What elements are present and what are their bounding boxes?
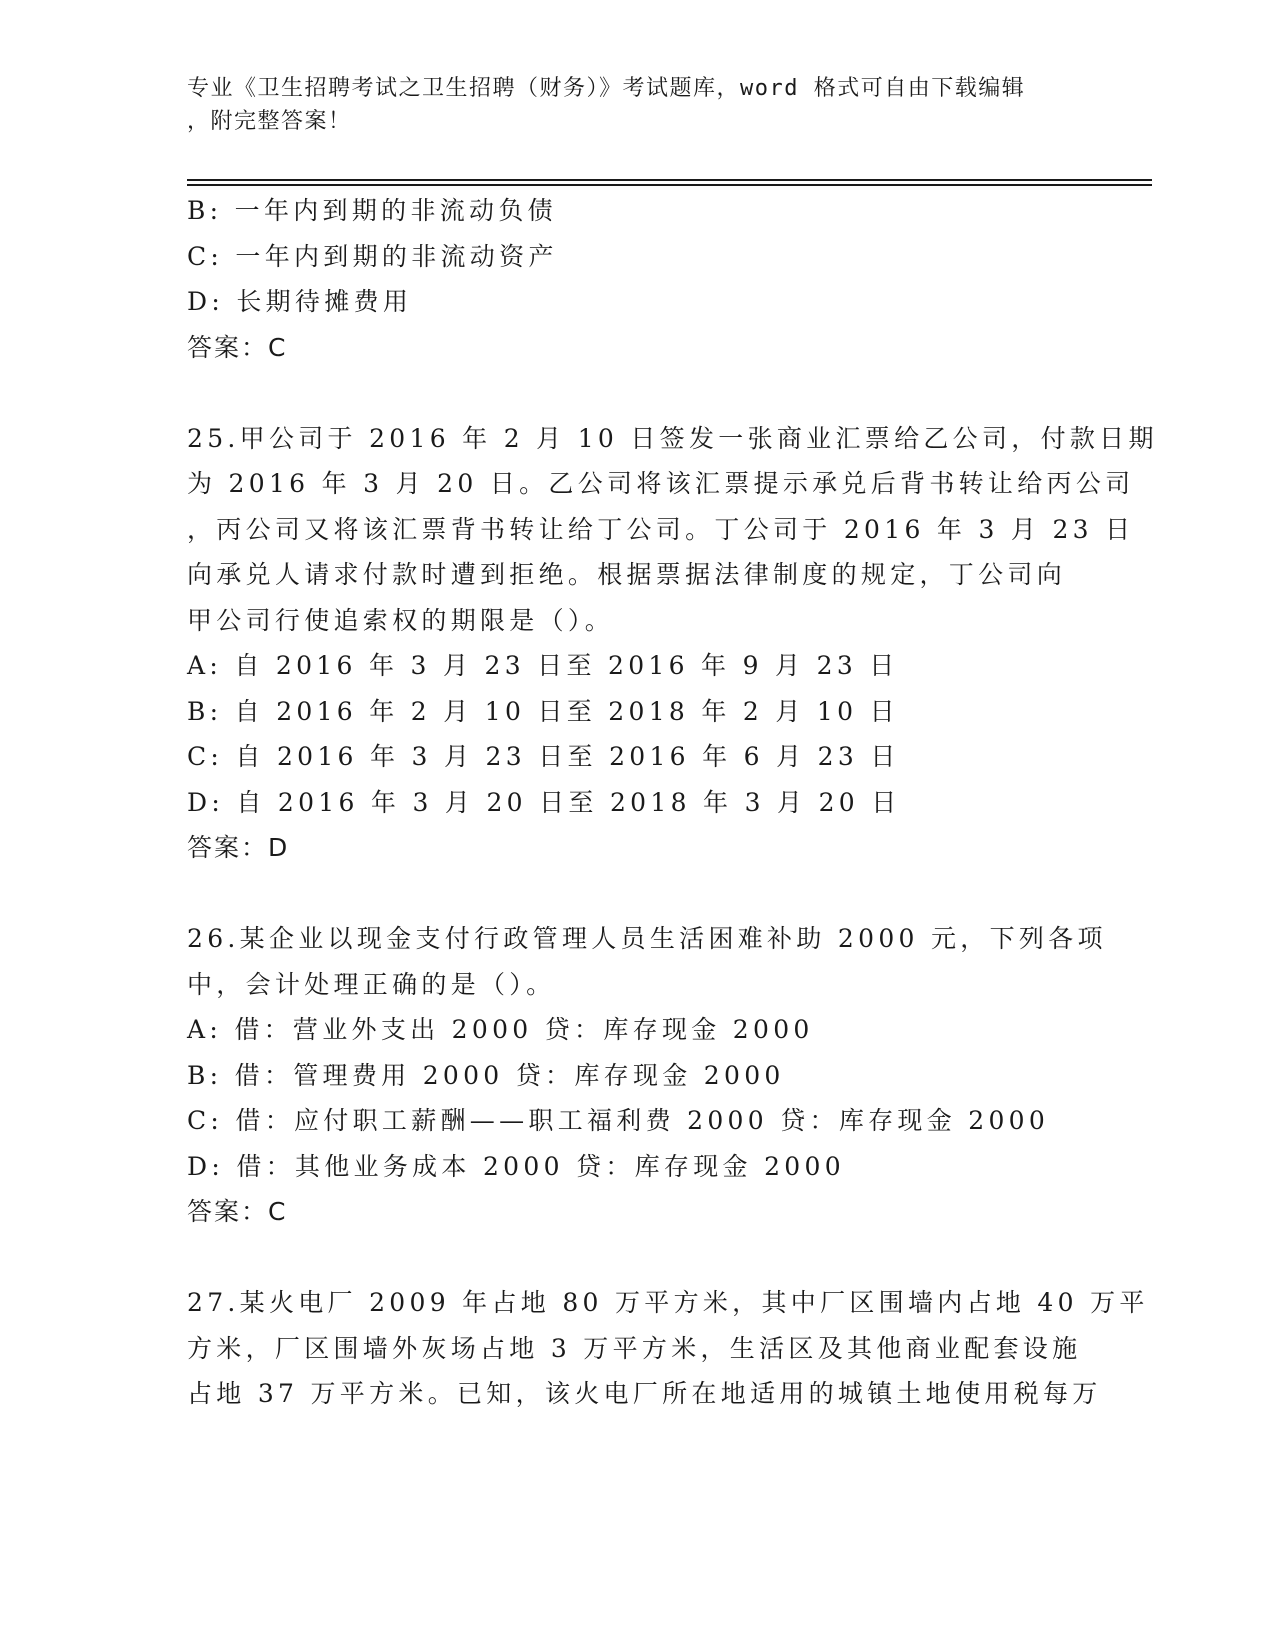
option-d: D: 自 2016 年 3 月 20 日至 2018 年 3 月 20 日 xyxy=(187,787,901,817)
spacer xyxy=(187,871,1087,917)
question-text-line: 方米，厂区围墙外灰场占地 3 万平方米，生活区及其他商业配套设施 xyxy=(187,1333,1082,1363)
document-body xyxy=(187,188,1158,1417)
header-rule-bottom xyxy=(187,184,1152,186)
option-d: D: 借：其他业务成本 2000 贷：库存现金 2000 xyxy=(187,1151,845,1181)
header-line-2: ，附完整答案！ xyxy=(187,109,352,134)
question-text-line: 27.某火电厂 2009 年占地 80 万平方米，其中厂区围墙内占地 40 万平 xyxy=(187,1288,1149,1317)
question-text-line: 甲公司行使追索权的期限是（）。 xyxy=(187,605,615,635)
question-text-line: 占地 37 万平方米。已知，该火电厂所在地适用的城镇土地使用税每万 xyxy=(187,1379,1102,1408)
option-b: B: 借：管理费用 2000 贷：库存现金 2000 xyxy=(187,1060,785,1090)
answer: 答案：D xyxy=(187,833,290,862)
header-line-1: 专业《卫生招聘考试之卫生招聘（财务）》考试题库，word 格式可自由下载编辑 xyxy=(187,76,1026,101)
question-26 xyxy=(187,916,1107,1235)
option-c: C: 一年内到期的非流动资产 xyxy=(187,241,558,271)
document-header xyxy=(187,72,1067,138)
option-a: A: 自 2016 年 3 月 23 日至 2016 年 9 月 23 日 xyxy=(187,651,899,680)
question-24-continued xyxy=(187,188,1087,370)
question-27 xyxy=(187,1280,1149,1417)
question-text-line: 中，会计处理正确的是（）。 xyxy=(187,969,556,999)
answer: 答案：C xyxy=(187,332,288,362)
spacer xyxy=(187,370,1087,416)
option-b: B: 自 2016 年 2 月 10 日至 2018 年 2 月 10 日 xyxy=(187,696,899,726)
header-rule-top xyxy=(187,179,1152,181)
spacer xyxy=(187,1235,1087,1281)
question-text-line: ，丙公司又将该汇票背书转让给丁公司。丁公司于 2016 年 3 月 23 日 xyxy=(187,514,1135,544)
question-text-line: 为 2016 年 3 月 20 日。乙公司将该汇票提示承兑后背书转让给丙公司 xyxy=(187,469,1135,498)
option-d: D: 长期待摊费用 xyxy=(187,287,413,316)
question-text-line: 25.甲公司于 2016 年 2 月 10 日签发一张商业汇票给乙公司，付款日期 xyxy=(187,423,1158,453)
question-text-line: 26.某企业以现金支付行政管理人员生活困难补助 2000 元，下列各项 xyxy=(187,924,1107,953)
answer: 答案：C xyxy=(187,1197,288,1226)
question-text-line: 向承兑人请求付款时遭到拒绝。根据票据法律制度的规定，丁公司向 xyxy=(187,560,1067,589)
option-a: A: 借：营业外支出 2000 贷：库存现金 2000 xyxy=(187,1015,814,1044)
option-c: C: 自 2016 年 3 月 23 日至 2016 年 6 月 23 日 xyxy=(187,742,900,771)
option-c: C: 借：应付职工薪酬——职工福利费 2000 贷：库存现金 2000 xyxy=(187,1106,1050,1135)
option-b: B: 一年内到期的非流动负债 xyxy=(187,196,557,225)
question-25 xyxy=(187,416,1158,871)
